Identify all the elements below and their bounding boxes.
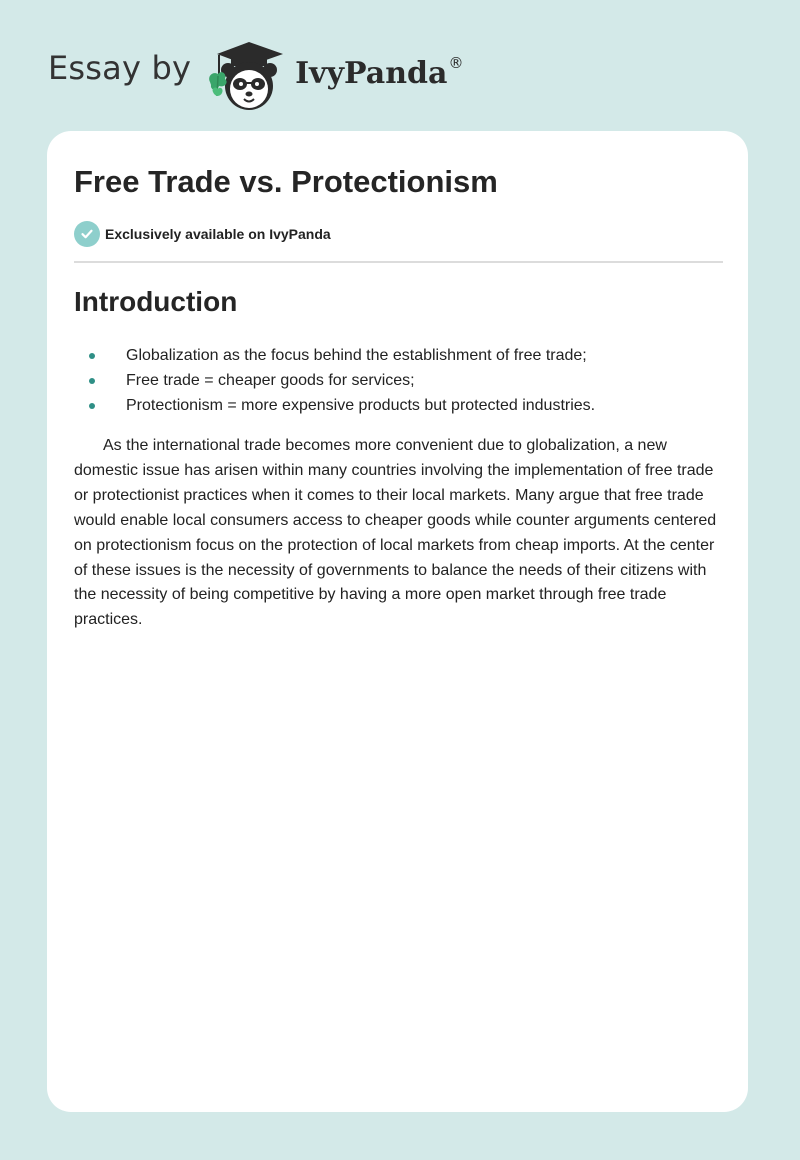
body-paragraph: As the international trade becomes more convenient due to globalization, a new domestic issue has arisen within many countries involving the implementation of free trade or protectionist practices when it comes to their local markets. Many argue that free trade would enable local consumers access to cheaper goods while counter arguments centered on protectionism focus on the protection of local markets from cheap imports. At the center of these issues is the necessity of governments to balance the needs of their citizens with the necessity of being competitive by having a more open market through free trade practices. bbox=[74, 437, 717, 629]
divider bbox=[74, 261, 723, 263]
essay-title: Free Trade vs. Protectionism bbox=[74, 164, 498, 199]
check-icon bbox=[74, 221, 100, 247]
list-item bbox=[74, 368, 714, 393]
list-item-text: Protectionism = more expensive products but protected industries. bbox=[126, 397, 596, 414]
list-item bbox=[74, 343, 714, 368]
essay-by-label: Essay by bbox=[48, 49, 192, 87]
list-item-text: Globalization as the focus behind the establishment of free trade; bbox=[126, 347, 587, 364]
panda-logo-icon[interactable] bbox=[205, 38, 291, 114]
bullet-dot bbox=[89, 353, 95, 359]
section-heading: Introduction bbox=[74, 286, 238, 317]
bullet-dot bbox=[89, 403, 95, 409]
list-item-text: Free trade = cheaper goods for services; bbox=[126, 372, 415, 389]
list-item bbox=[74, 393, 714, 418]
brand-name[interactable]: IvyPanda® bbox=[295, 53, 464, 91]
ivy-leaf-icon bbox=[209, 72, 226, 96]
exclusive-label: Exclusively available on IvyPanda bbox=[105, 226, 331, 242]
bullet-list bbox=[74, 343, 714, 418]
essay-card bbox=[47, 131, 748, 1112]
site-header bbox=[48, 34, 463, 114]
exclusive-badge bbox=[74, 221, 331, 247]
registered-mark: ® bbox=[448, 53, 464, 72]
bullet-dot bbox=[89, 378, 95, 384]
